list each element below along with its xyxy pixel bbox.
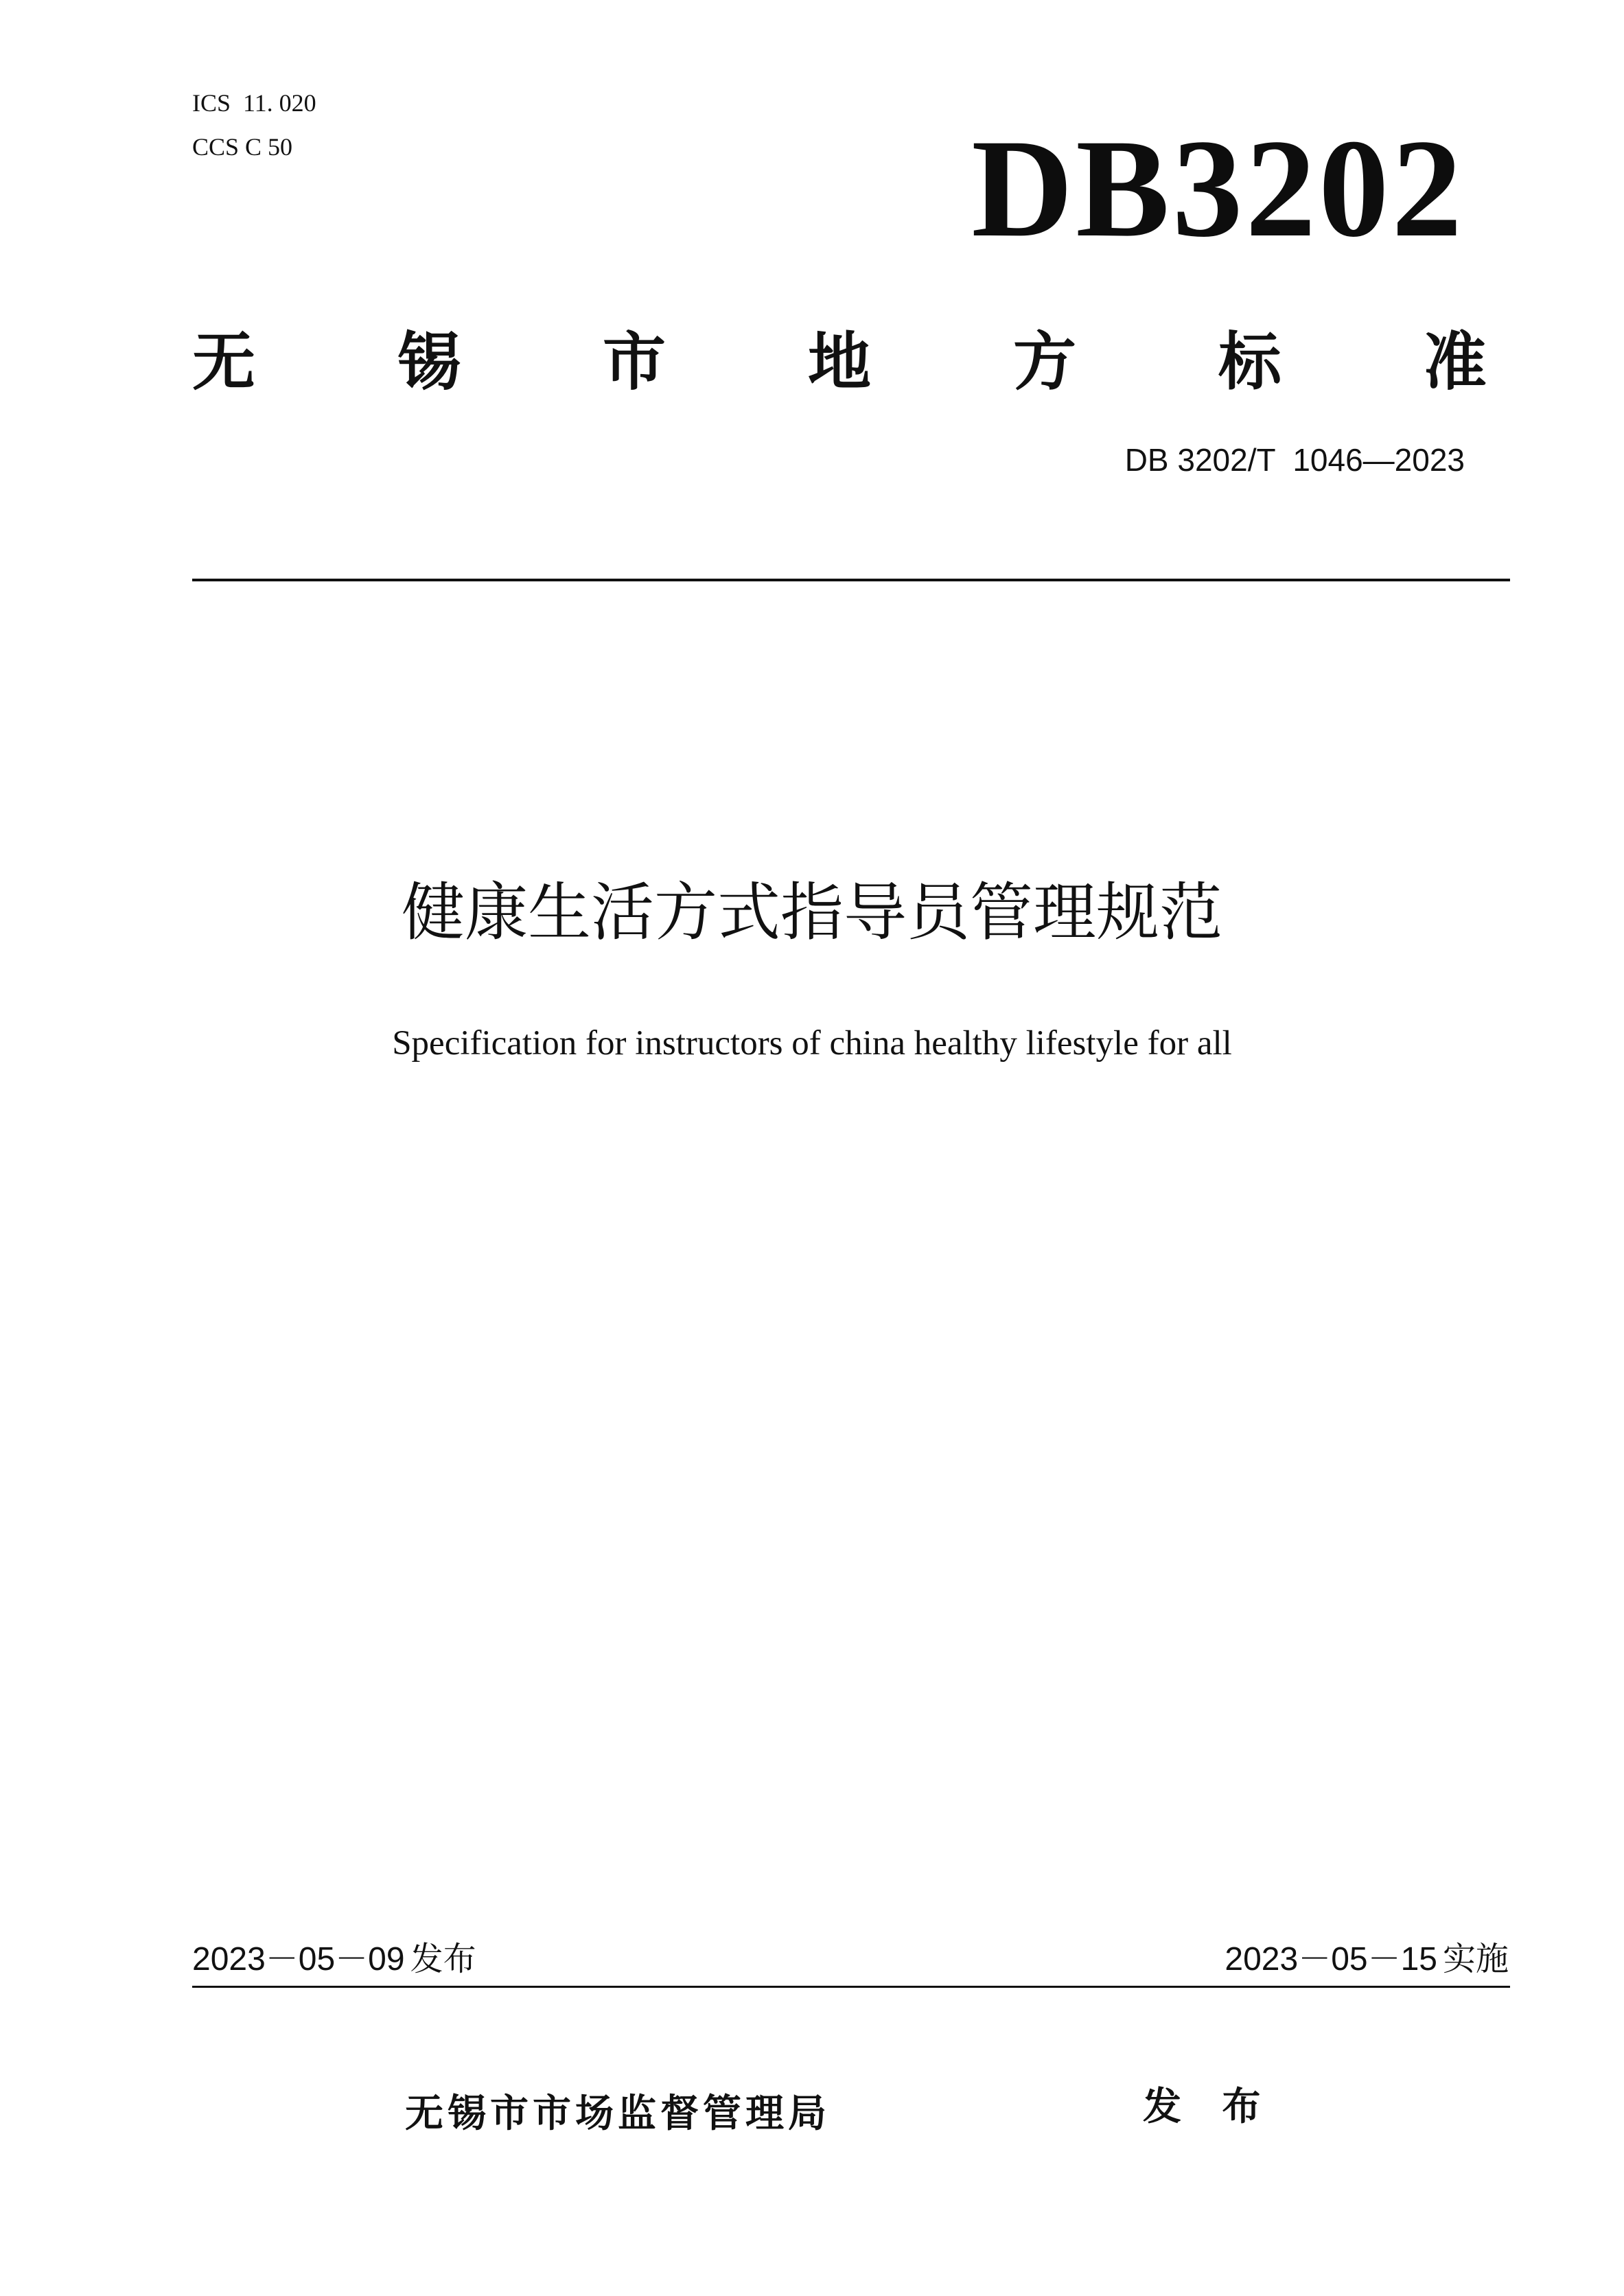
issuing-authority: 无锡市市场监督管理局 (405, 2091, 831, 2136)
implement-label: 实施 (1442, 1940, 1509, 1978)
standard-type-char: 方 (1012, 325, 1076, 399)
standard-type-char: 锡 (397, 325, 461, 399)
classification-codes (192, 81, 316, 169)
publish-label: 发布 (410, 1940, 476, 1978)
issue-word: 发 布 (1143, 2085, 1275, 2129)
standard-type-char: 地 (807, 325, 871, 399)
implement-date-line (1225, 1937, 1509, 1982)
standard-type (192, 312, 1487, 402)
publish-date-line (192, 1937, 476, 1982)
document-title-english: Specification for instructors of china healthy lifestyle for all (392, 1024, 1232, 1063)
standard-type-char: 市 (602, 325, 666, 399)
db-logo: DB3202 (971, 111, 1465, 266)
standard-type-char: 准 (1423, 325, 1487, 399)
publish-date: 2023－05－09 (192, 1941, 405, 1978)
header-divider (192, 579, 1510, 581)
document-title-chinese: 健康生活方式指导员管理规范 (401, 876, 1222, 949)
footer-divider (192, 1986, 1510, 1988)
standard-type-char: 标 (1218, 325, 1281, 399)
implement-date: 2023－05－15 (1225, 1941, 1437, 1978)
standard-code: DB 3202/T 1046—2023 (1124, 442, 1465, 478)
ics-code: ICS 11. 020 (192, 89, 316, 117)
standard-type-char: 无 (192, 325, 256, 399)
ccs-code: CCS C 50 (192, 133, 293, 161)
